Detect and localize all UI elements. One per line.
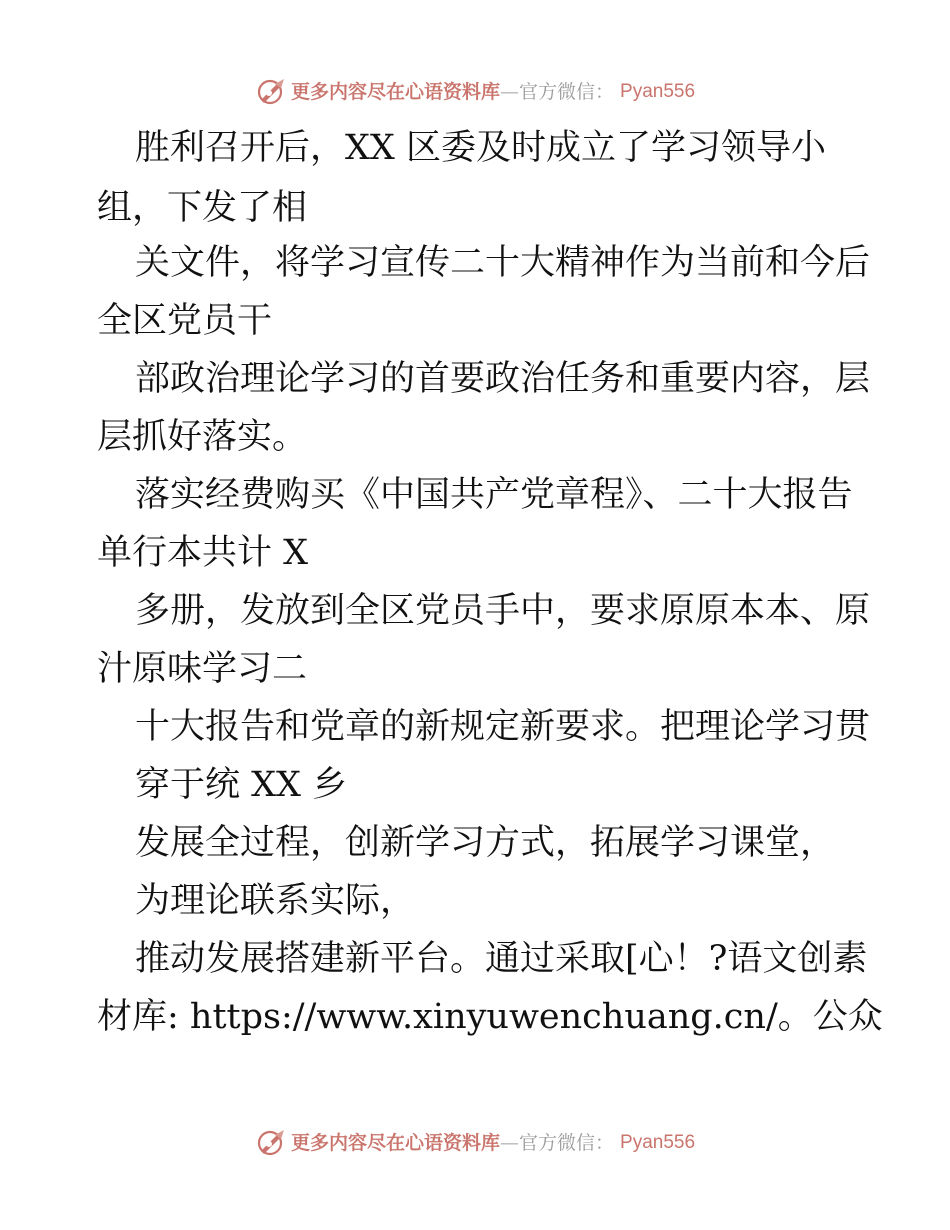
banner-wechat-id: Pyan556	[620, 81, 696, 102]
banner-brand-text: 更多内容尽在心语资料库	[290, 81, 500, 103]
banner-official-label: 官方微信	[518, 81, 595, 103]
body-line: 部政治理论学习的首要政治任务和重要内容，层	[135, 359, 871, 399]
banner-brand-text: 更多内容尽在心语资料库	[290, 1132, 500, 1154]
banner-colon: ：	[595, 1132, 615, 1154]
body-line: 十大报告和党章的新规定新要求。把理论学习贯	[135, 707, 871, 747]
body-line: 多册，发放到全区党员手中，要求原原本本、原	[135, 591, 871, 631]
body-line: 层抓好落实。	[97, 417, 308, 457]
body-line: 落实经费购买《中国共产党章程》、二十大报告	[135, 475, 853, 515]
pen-nib-logo-icon	[255, 76, 287, 108]
banner-wechat-id: Pyan556	[620, 1132, 696, 1153]
banner-separator: —	[499, 81, 519, 103]
body-line: 推动发展搭建新平台。通过采取[心！?语文创素	[135, 939, 868, 979]
body-line: 为理论联系实际，	[135, 881, 416, 921]
footer-banner	[0, 1127, 950, 1159]
banner-separator: —	[499, 1132, 519, 1154]
body-line: 单行本共计 X	[97, 533, 309, 573]
body-line: 组，下发了相	[97, 188, 308, 228]
body-line: 发展全过程，创新学习方式，拓展学习课堂，	[135, 823, 836, 863]
body-line: 全区党员干	[97, 301, 273, 341]
pen-nib-logo-icon	[255, 1127, 287, 1159]
body-line: 材库: https://www.xinyuwenchuang.cn/。公众	[97, 997, 883, 1037]
body-line: 关文件，将学习宣传二十大精神作为当前和今后	[135, 243, 871, 283]
body-line: 胜利召开后，XX 区委及时成立了学习领导小	[135, 128, 826, 168]
header-banner	[0, 76, 950, 108]
body-line: 穿于统 XX 乡	[135, 765, 348, 805]
banner-colon: ：	[595, 81, 615, 103]
banner-official-label: 官方微信	[518, 1132, 595, 1154]
body-line: 汁原味学习二	[97, 649, 308, 689]
